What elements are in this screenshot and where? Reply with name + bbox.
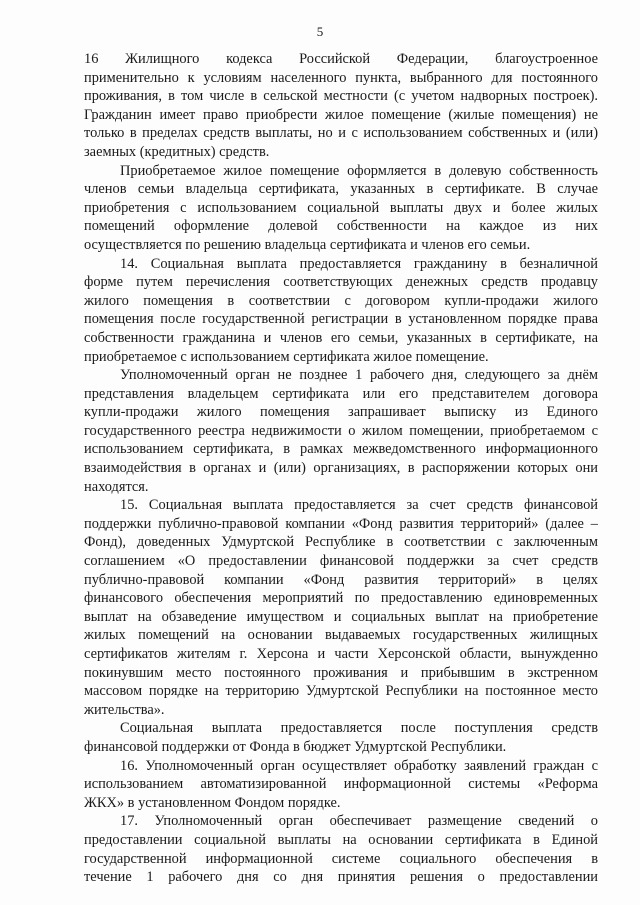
text-line: государственного реестра недвижимости о жилом помещении, приобретаемом с: [84, 422, 598, 439]
text-line: течение 1 рабочего дня со дня принятия решения о предоставлении: [84, 869, 598, 886]
text-line: Социальная выплата предоставляется после поступления средств: [120, 720, 598, 737]
text-line: 17. Уполномоченный орган обеспечивает размещение сведений о: [120, 813, 598, 830]
text-line: применительно к условиям населенного пункта, выбранного для постоянного: [84, 69, 598, 86]
paragraph: [84, 812, 598, 886]
text-line: Приобретаемое жилое помещение оформляется в долевую собственность: [120, 162, 598, 179]
text-line: использованием автоматизированной информационной системы «Реформа: [84, 776, 598, 793]
text-line: ЖКХ» в установленном Фондом порядке.: [84, 794, 341, 811]
text-line: членов семьи владельца сертификата, указанных в сертификате. В случае: [84, 181, 598, 198]
text-line: форме путем перечисления соответствующих денежных средств продавцу: [84, 274, 598, 291]
text-line: взаимодействия в органах и (или) организациях, в распоряжении которых они: [84, 460, 598, 477]
paragraph: [84, 162, 598, 255]
text-line: собственности гражданина и членов его семьи, указанных в сертификате, на: [84, 329, 598, 346]
text-line: Гражданин имеет право приобрести жилое помещение (жилые помещения) не: [84, 106, 598, 123]
text-line: финансовой поддержки от Фонда в бюджет Удмуртской Республики.: [84, 738, 507, 755]
text-line: жилого помещения в соответствии с договором купли-продажи жилого: [84, 292, 598, 309]
text-line: находятся.: [84, 478, 149, 495]
text-line: 15. Социальная выплата предоставляется за счет средств финансовой: [120, 497, 598, 514]
text-line: жительства».: [84, 701, 165, 718]
text-line: проживания, в том числе в сельской местности (с учетом надворных построек).: [84, 88, 598, 105]
paragraph: [84, 757, 598, 813]
paragraph: [84, 255, 598, 367]
text-line: выплат на обзаведение имуществом и социальных выплат на приобретение: [84, 608, 598, 625]
text-line: 16. Уполномоченный орган осуществляет обработку заявлений граждан с: [120, 757, 598, 774]
text-line: финансового обеспечения мероприятий по предоставлению единовременных: [84, 590, 598, 607]
text-line: публично-правовой компании «Фонд развития территорий» в целях: [84, 571, 598, 588]
text-line: использованием сертификата, в рамках межведомственного информационного: [84, 441, 598, 458]
text-line: приобретения с использованием социальной выплаты двух и более жилых: [84, 199, 598, 216]
text-line: 14. Социальная выплата предоставляется гражданину в безналичной: [120, 255, 598, 272]
text-line: помещения после государственной регистрации в установленном порядке права: [84, 311, 598, 328]
paragraph: [84, 719, 598, 756]
document-body: [84, 50, 598, 887]
text-line: только в пределах средств выплаты, но и с использованием собственных и (или): [84, 125, 598, 142]
text-line: Фонд), доведенных Удмуртской Республике в соответствии с заключенным: [84, 534, 598, 551]
text-line: 16 Жилищного кодекса Российской Федерации, благоустроенное: [84, 51, 598, 67]
text-line: представления владельцем сертификата или его представителем договора: [84, 385, 598, 402]
text-line: массовом порядке на территорию Удмуртской Республики на постоянное место: [84, 683, 598, 700]
text-line: приобретаемое с использованием сертификата жилое помещение.: [84, 348, 489, 365]
text-line: предоставлении социальной выплаты на основании сертификата в Единой: [84, 831, 598, 848]
text-line: Уполномоченный орган не позднее 1 рабочего дня, следующего за днём: [120, 367, 598, 384]
text-line: поддержки публично-правовой компании «Фонд развития территорий» (далее –: [84, 515, 598, 532]
paragraph: [84, 50, 598, 162]
text-line: купли-продажи жилого помещения запрашивает выписку из Единого: [84, 404, 598, 421]
text-line: сертификатов жителям г. Херсона и части Херсонской области, вынужденно: [84, 646, 598, 662]
page-number: 5: [316, 24, 324, 39]
text-line: покинувшим место постоянного проживания и прибывшим в экстренном: [84, 664, 598, 681]
paragraph: [84, 366, 598, 496]
text-line: помещений оформление долевой собственности на каждое из них: [84, 218, 598, 235]
text-line: жилых помещений на основании выдаваемых государственных жилищных: [84, 627, 598, 644]
text-line: осуществляется по решению владельца сертификата и членов его семьи.: [84, 236, 531, 253]
paragraph: [84, 496, 598, 719]
text-line: государственной информационной системе социального обеспечения в: [84, 850, 598, 867]
text-line: соглашением «О предоставлении финансовой поддержки за счет средств: [84, 553, 598, 570]
text-line: заемных (кредитных) средств.: [84, 143, 270, 160]
